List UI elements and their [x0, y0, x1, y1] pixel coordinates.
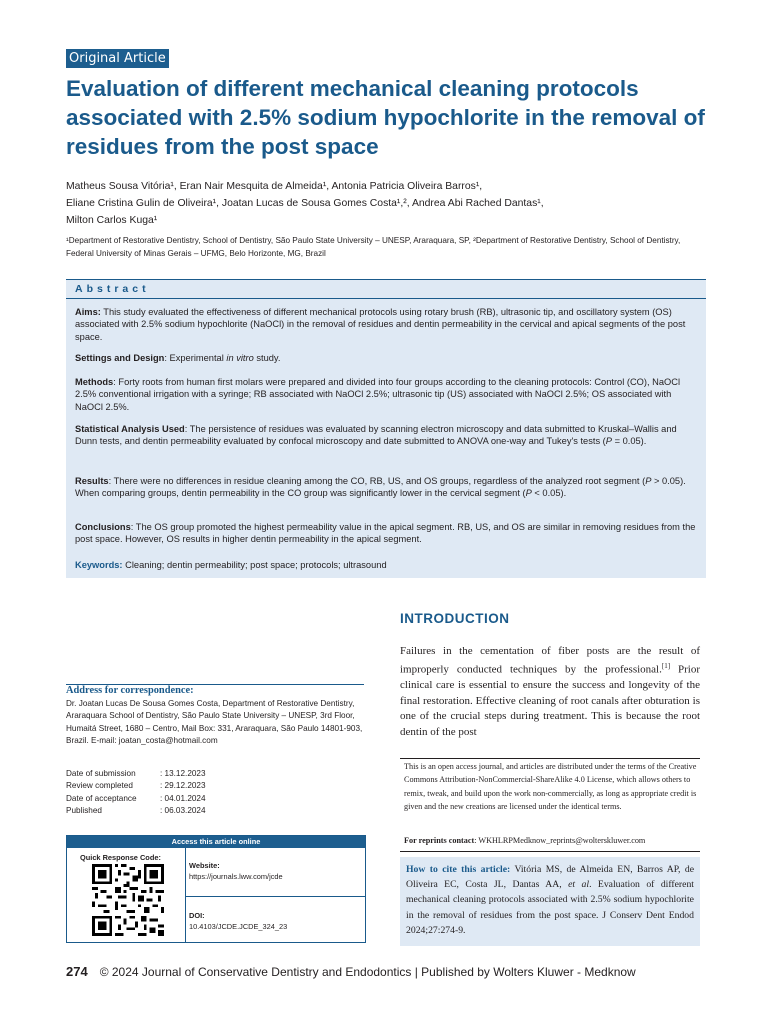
stats-label: Statistical Analysis Used [75, 424, 185, 434]
qr-code-icon[interactable] [92, 864, 164, 936]
keywords-label: Keywords: [75, 560, 123, 570]
open-access-divider [400, 758, 700, 759]
methods-label: Methods [75, 377, 114, 387]
abstract-aims [75, 306, 697, 343]
date-row [66, 805, 366, 817]
citation-etal: et al [568, 879, 590, 891]
abstract-divider [66, 298, 706, 299]
article-dates [66, 768, 366, 818]
article-title: Evaluation of different mechanical cleaning protocols associated with 2.5% sodium hypochlorite in the removal of residues from the post space [66, 76, 705, 159]
abstract-conclusions [75, 521, 697, 546]
stats-text-end: = 0.05). [611, 436, 647, 447]
affiliations: ¹Department of Restorative Dentistry, School of Dentistry, São Paulo State University – UNESP, Araraquara, SP, ²Department of Restorative Dentistry, School of Dentistry, Federal University of Minas Gerais – UFMG, Belo Horizonte, MG, Brazil [66, 236, 681, 258]
methods-text: : Forty roots from human first molars were prepared and divided into four groups according to the cleaning protocols: Control (CO), NaOCl 2.5% conventional irrigation with a syringe; RB associated with NaOCl 2.5%; ultrasonic tip (US) associated with NaOCl 2.5%; OS associated with NaOCl 2.5%. [75, 377, 681, 412]
article-type-badge: Original Article [66, 49, 169, 68]
results-text: : There were no differences in residue cleaning among the CO, RB, US, and OS groups, regardless of the analyzed root segment ( [108, 476, 646, 486]
date-row [66, 768, 366, 780]
settings-italic: in vitro [226, 353, 254, 363]
date-label: Published [66, 806, 102, 816]
keywords-text: Cleaning; dentin permeability; post space; protocols; ultrasound [122, 560, 387, 570]
aims-text: This study evaluated the effectiveness of different mechanical protocols using rotary brush (RB), ultrasonic tip, and oscillatory system (OS) associated with 2.5% sodium hypochlorite (NaOCl) in the removal of residues and dentin permeability in the cervical and apical segments of the post space. [75, 307, 686, 342]
qr-label: Quick Response Code: [80, 853, 161, 862]
abstract-methods [75, 376, 697, 413]
citation-box [400, 857, 700, 946]
reprints-label: For reprints contact [404, 836, 475, 845]
abstract-statistics [75, 423, 697, 448]
citation-text: Vitória MS, de Almeida EN, Barros AP, de Oliveira EC, Costa JL, Dantas AA, [406, 864, 694, 891]
conclusions-label: Conclusions [75, 522, 131, 532]
author-list [66, 178, 706, 229]
abstract-box [66, 279, 706, 578]
settings-label: Settings and Design [75, 353, 165, 363]
results-p: P [525, 488, 532, 499]
date-label: Date of submission [66, 769, 136, 778]
date-value: : 13.12.2023 [160, 769, 206, 778]
citation-text-end: . Evaluation of different mechanical cleaning protocols associated with 2.5% sodium hypochlorite in the removal of residues from the post space. J Conserv Dent Endod 2024;27:274-9. [406, 879, 694, 936]
stats-text: : The persistence of residues was evaluated by scanning electron microscopy and data submitted to Kruskal–Wallis and Dunn tests, and dentin permeability evaluated by confocal microscopy and date submitted to ANOVA one-way and Tukey's tests ( [75, 424, 677, 447]
results-text-end: < 0.05). [531, 488, 567, 499]
doi-label: DOI: [189, 911, 205, 920]
results-p: P [645, 476, 652, 486]
settings-text: : Experimental [164, 353, 227, 363]
aims-label: Aims: [75, 307, 101, 317]
reprints-divider [400, 851, 700, 852]
introduction-heading: INTRODUCTION [400, 611, 510, 626]
reprints-email[interactable]: : WKHLRPMedknow_reprints@wolterskluwer.com [474, 836, 646, 845]
introduction-text [400, 644, 700, 740]
access-heading: Access this article online [67, 836, 365, 848]
page-number: 274 [66, 964, 88, 979]
intro-reference: [1] [661, 662, 671, 671]
doi-link[interactable]: 10.4103/JCDE.JCDE_324_23 [189, 922, 288, 931]
correspondence-heading: Address for correspondence: [66, 685, 194, 696]
results-text: > 0.05). When comparing groups, dentin permeability in the CO group was significantly lower in the cervical segment ( [75, 476, 686, 499]
date-label: Review completed [66, 781, 133, 791]
date-label: Date of acceptance [66, 793, 137, 803]
footer-text: © 2024 Journal of Conservative Dentistry and Endodontics | Published by Wolters Kluwer - Medknow [99, 965, 636, 979]
date-row [66, 780, 366, 792]
website-link[interactable]: https://journals.lww.com/jcde [189, 872, 283, 881]
abstract-heading: Abstract [75, 283, 150, 295]
results-label: Results [75, 476, 109, 486]
author-line: Milton Carlos Kuga¹ [66, 215, 158, 226]
page-footer [66, 964, 636, 979]
settings-text-end: study. [253, 353, 281, 363]
author-line: Matheus Sousa Vitória¹, Eran Nair Mesquita de Almeida¹, Antonia Patricia Oliveira Barros¹, [66, 181, 483, 192]
citation-label: How to cite this article: [406, 864, 511, 875]
abstract-results [75, 475, 697, 500]
date-row [66, 793, 366, 805]
stats-p: P [605, 436, 612, 447]
correspondence-address: Dr. Joatan Lucas De Sousa Gomes Costa, Department of Restorative Dentistry, Araraquara School of Dentistry, São Paulo State University – UNESP, 3rd Floor, Humaitá Street, 1680 – Centro, Mail Box: 331, Araraquara, São Paulo 14801-903, Brazil. E-mail: joatan_costa@hotmail.com [66, 699, 363, 745]
date-value: : 29.12.2023 [160, 781, 206, 791]
conclusions-text: : The OS group promoted the highest permeability value in the apical segment. RB, US, and OS are similar in removing residues from the post space. However, OS results in higher dentin permeability in the apical segment. [75, 522, 696, 545]
abstract-settings [75, 352, 697, 364]
intro-text-part: Prior clinical care is essential to ensure the success and longevity of the final restoration. Effective cleaning of root canals after obturation is one of the crucial steps during treatment. This is because the root dentin of the post [400, 664, 701, 738]
open-access-notice: This is an open access journal, and articles are distributed under the terms of the Creative Commons Attribution-NonCommercial-ShareAlike 4.0 License, which allows others to remix, tweak, and build upon the work non-commercially, as long as appropriate credit is given and the new creations are licensed under the identical terms. [404, 762, 697, 811]
website-label: Website: [189, 861, 220, 870]
author-line: Eliane Cristina Gulin de Oliveira¹, Joatan Lucas de Sousa Gomes Costa¹,², Andrea Abi Rached Dantas¹, [66, 198, 544, 209]
abstract-keywords [75, 559, 697, 571]
access-online-box [66, 835, 366, 943]
reprints-contact [404, 836, 700, 845]
date-value: : 04.01.2024 [160, 793, 206, 803]
access-divider [186, 896, 365, 897]
intro-text-part: Failures in the cementation of fiber posts are the result of improperly conducted techniques by the professional. [400, 645, 700, 677]
date-value: : 06.03.2024 [160, 806, 206, 816]
